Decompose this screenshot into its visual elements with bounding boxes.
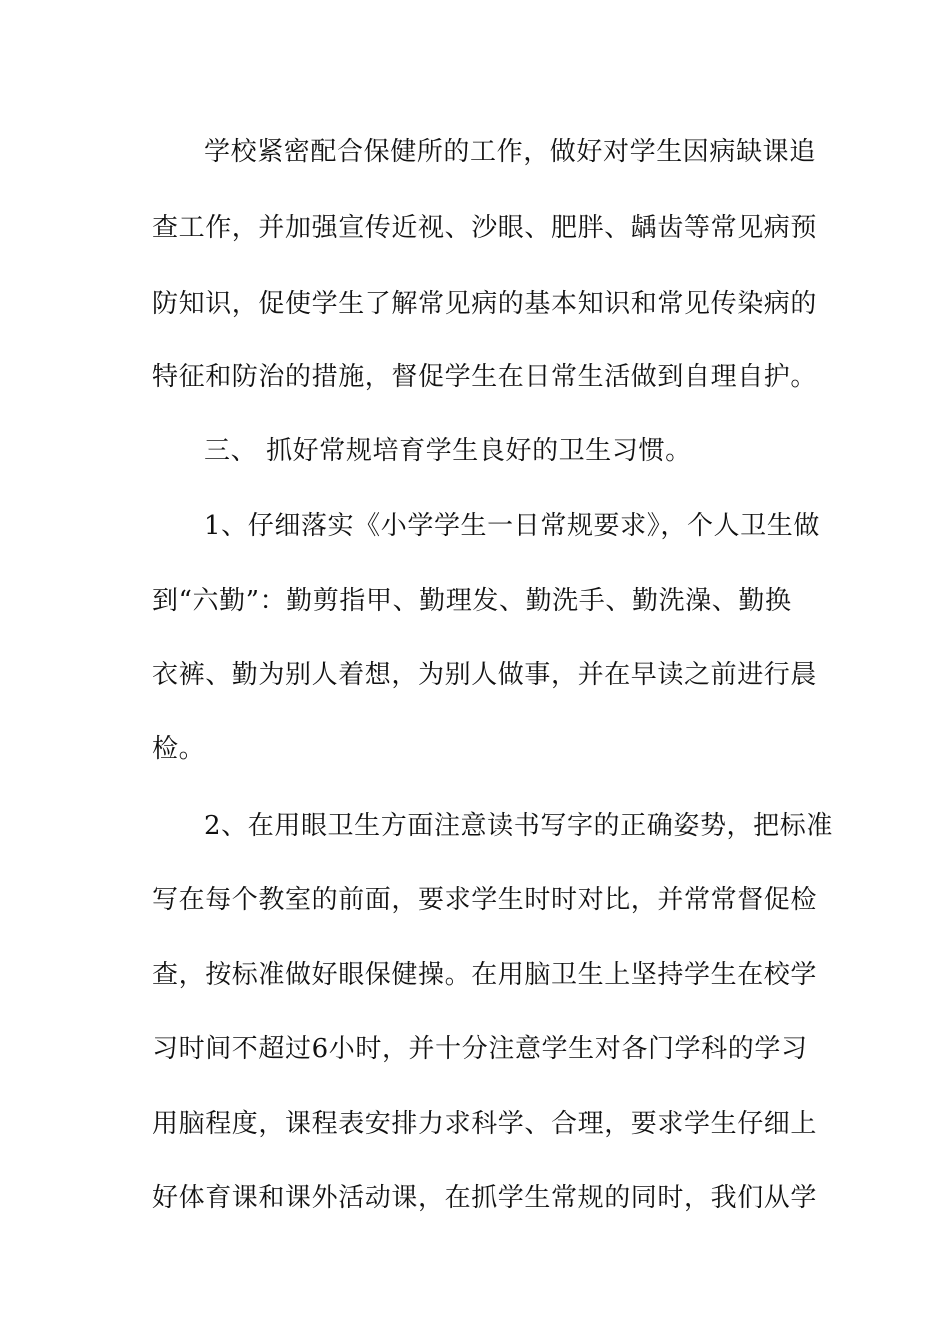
paragraph-line: 学校紧密配合保健所的工作，做好对学生因病缺课追 — [204, 137, 816, 167]
paragraph-line: 特征和防治的措施，督促学生在日常生活做到自理自护。 — [152, 362, 818, 392]
paragraph-line: 防知识，促使学生了解常见病的基本知识和常见传染病的 — [152, 289, 818, 319]
paragraph-line: 查工作，并加强宣传近视、沙眼、肥胖、龋齿等常见病预 — [152, 213, 818, 243]
paragraph-line: 用脑程度，课程表安排力求科学、合理，要求学生仔细上 — [152, 1109, 818, 1139]
paragraph-line: 1、仔细落实《小学学生一日常规要求》，个人卫生做 — [204, 511, 820, 541]
paragraph-line: 2、在用眼卫生方面注意读书写字的正确姿势，把标准 — [204, 811, 833, 841]
paragraph-line: 到“六勤”：勤剪指甲、勤理发、勤洗手、勤洗澡、勤换 — [152, 586, 792, 616]
paragraph-line: 写在每个教室的前面，要求学生时时对比，并常常督促检 — [152, 885, 818, 915]
paragraph-line: 习时间不超过6小时，并十分注意学生对各门学科的学习 — [152, 1034, 808, 1064]
section-heading: 三、 抓好常规培育学生良好的卫生习惯。 — [204, 436, 692, 466]
paragraph-line: 查，按标准做好眼保健操。在用脑卫生上坚持学生在校学 — [152, 960, 818, 990]
paragraph-line: 好体育课和课外活动课，在抓学生常规的同时，我们从学 — [152, 1183, 818, 1213]
paragraph-line: 检。 — [152, 734, 206, 764]
paragraph-line: 衣裤、勤为别人着想，为别人做事，并在早读之前进行晨 — [152, 660, 818, 690]
